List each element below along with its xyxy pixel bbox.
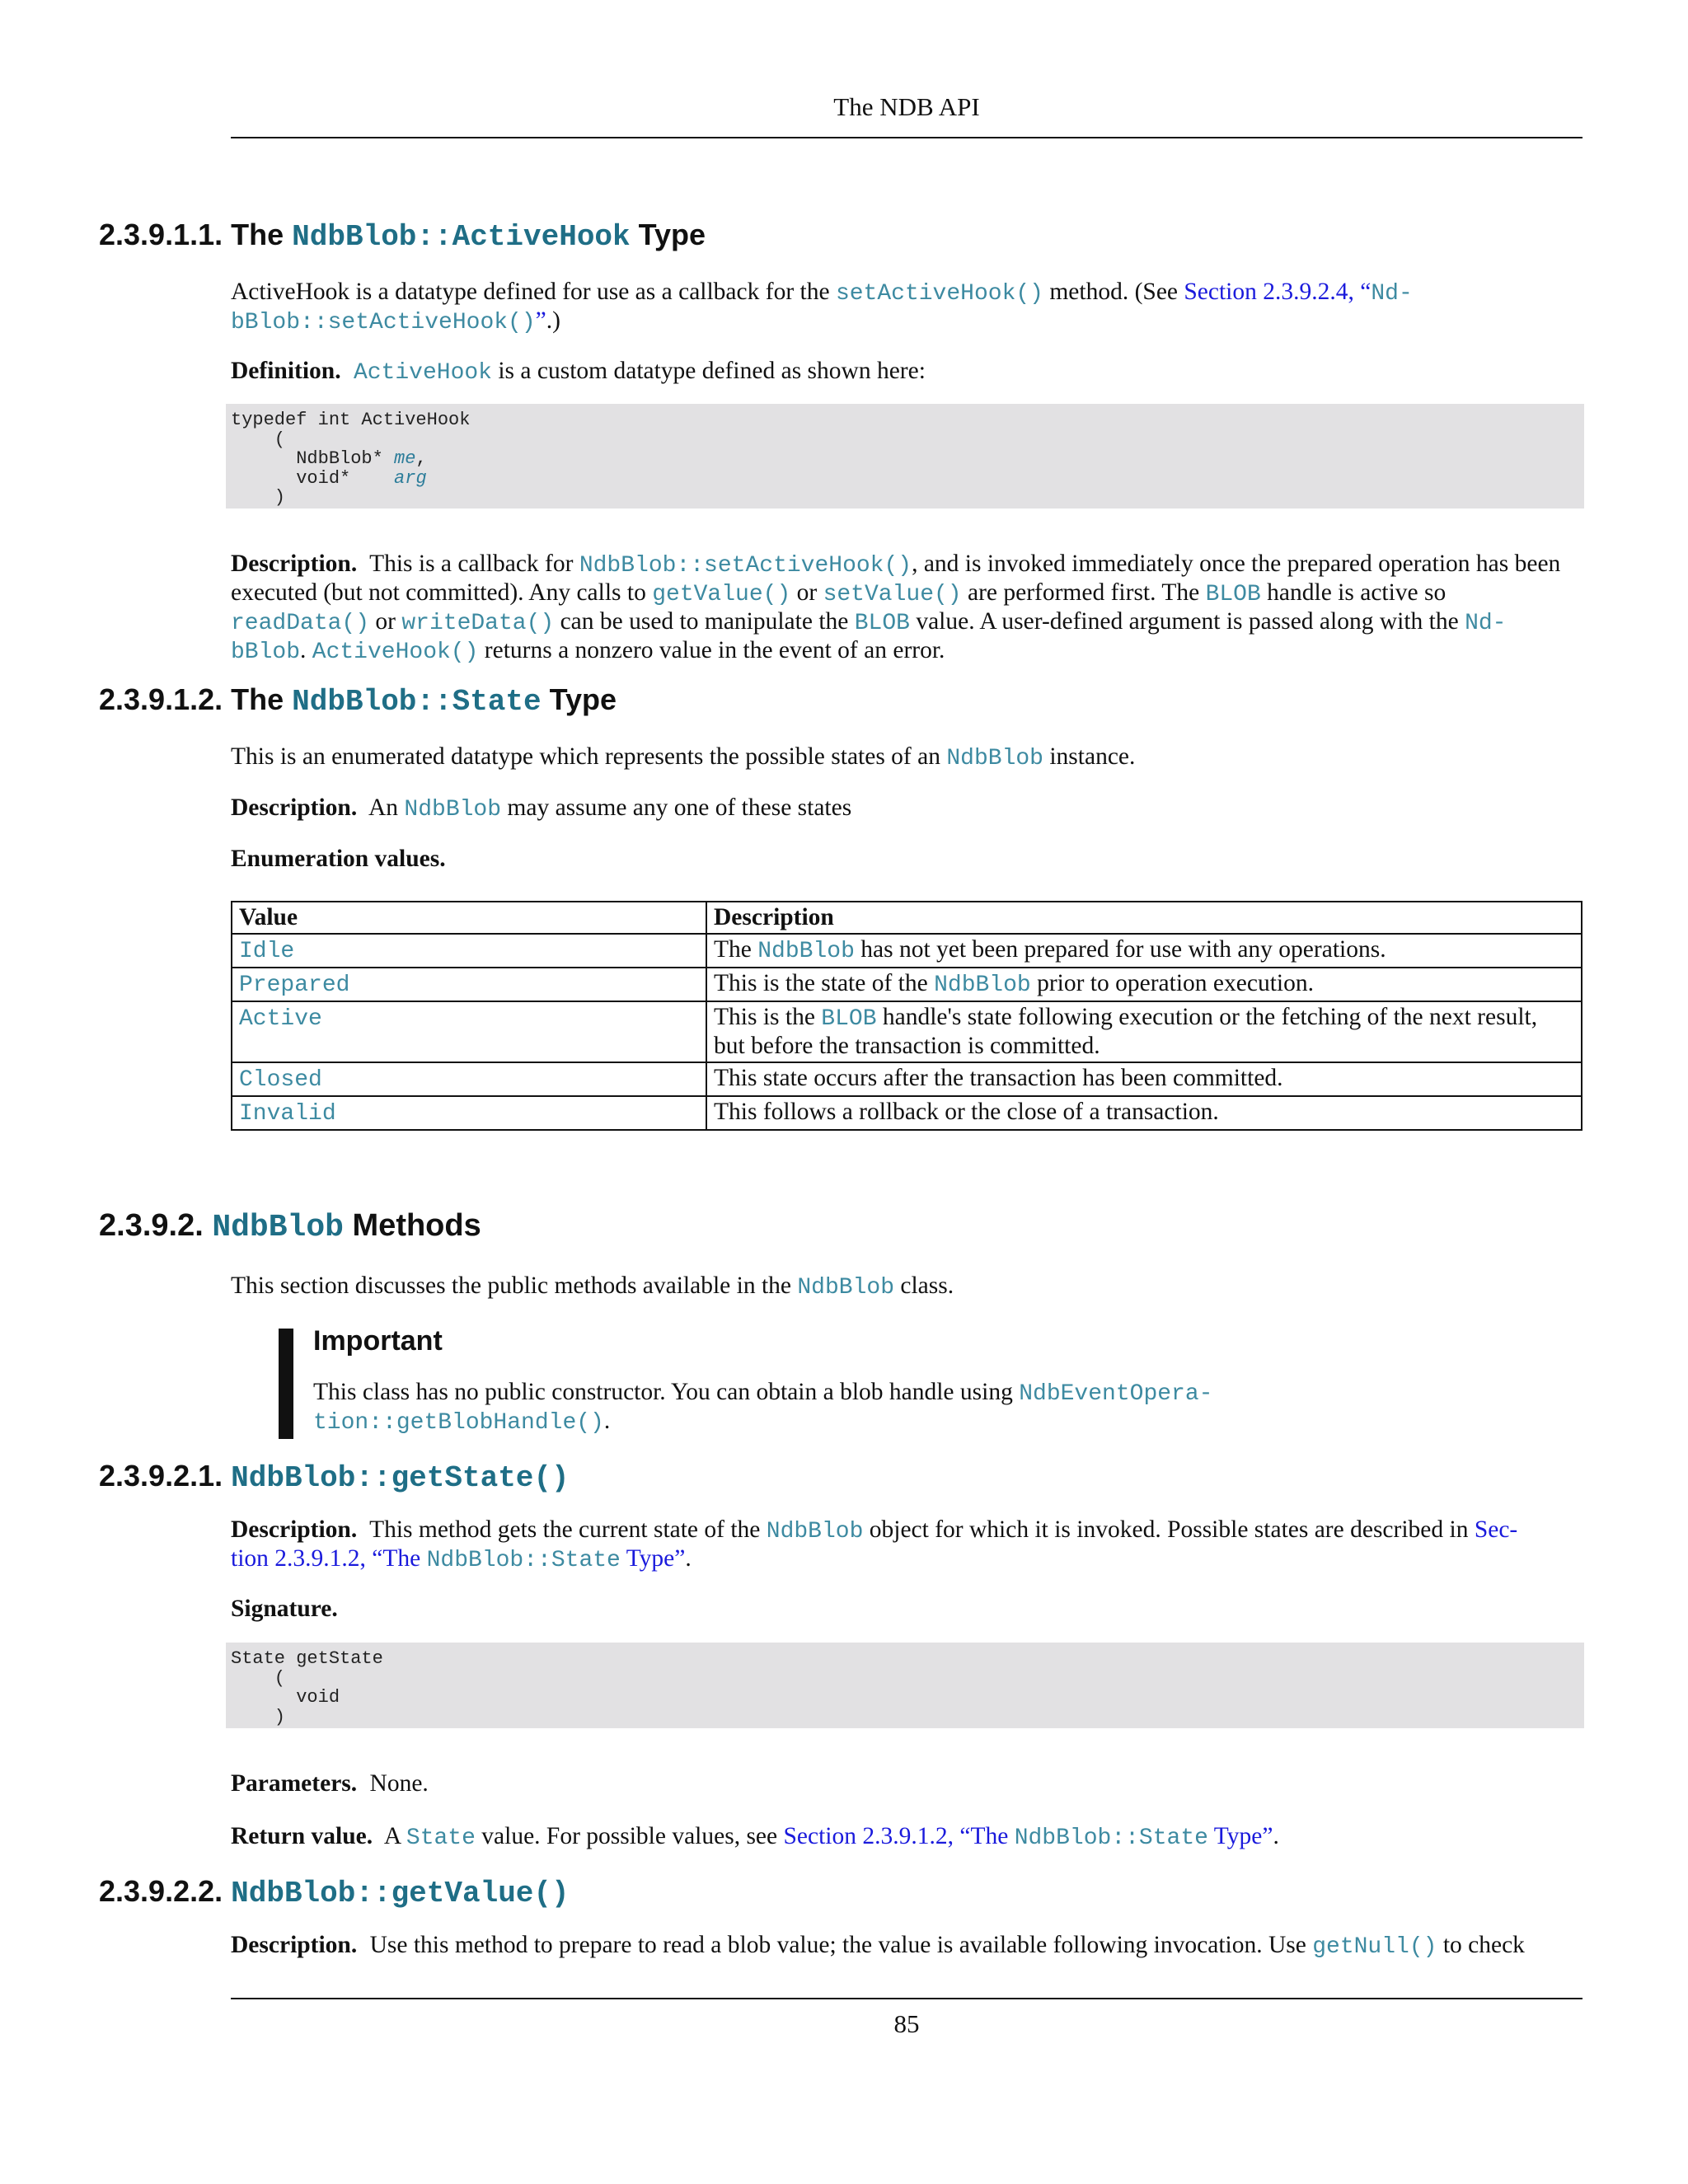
table-row [232, 1062, 1582, 1096]
table-row [232, 934, 1582, 968]
footer-rule [231, 1998, 1582, 1999]
enum-description: This follows a rollback or the close of a transaction. [706, 1096, 1582, 1130]
getvalue-description: Description. Use this method to prepare to read a blob value; the value is available following invocation. Use getNull() to check [231, 1932, 1525, 1960]
getstate-return-value: Return value. A State value. For possible values, see Section 2.3.9.1.2, “The NdbBlob::State Type”. [231, 1823, 1279, 1851]
getstate-signature-label: Signature. [231, 1596, 338, 1622]
activehook-definition: Definition. ActiveHook is a custom datatype defined as shown here: [231, 358, 926, 386]
activehook-intro: ActiveHook is a datatype defined for use as a callback for the setActiveHook() method. (See Section 2.3.9.2.4, “Nd- bBlob::setActiveHook()”.) [231, 279, 1413, 335]
column-header-value: Value [232, 902, 706, 934]
column-header-description: Description [706, 902, 1582, 934]
enum-value: Invalid [239, 1101, 336, 1127]
getstate-parameters: Parameters. None. [231, 1770, 429, 1797]
heading-ndbblob-methods: 2.3.9.2. NdbBlob Methods [99, 1208, 481, 1245]
link-section-2-3-9-1-2-return[interactable]: Section 2.3.9.1.2, “The NdbBlob::State Type” [783, 1823, 1273, 1851]
link-section-2-3-9-1-2[interactable]: Sec- tion 2.3.9.1.2, “The NdbBlob::State Type” [231, 1516, 1518, 1573]
enum-value: Active [239, 1006, 322, 1032]
table-header-row [232, 902, 1582, 934]
activehook-code-block: typedef int ActiveHook ( NdbBlob* me, void* arg ) [226, 404, 1584, 509]
enum-description: This is the BLOB handle's state following execution or the fetching of the next result, but before the transaction is committed. [706, 1001, 1582, 1062]
activehook-description: Description. This is a callback for NdbBlob::setActiveHook(), and is invoked immediately once the prepared operation has been executed (but not committed). Any calls to getValue() or setValue() are performed first. The BLOB handle is active so readData() or writeData() can be used to manipulate the BLOB value. A user-defined argument is passed along with the Nd- bBlob. ActiveHook() returns a nonzero value in the event of an error. [231, 551, 1561, 665]
enum-description: This state occurs after the transaction has been committed. [706, 1062, 1582, 1096]
heading-state-type: 2.3.9.1.2. The NdbBlob::State Type [99, 682, 617, 719]
methods-intro: This section discusses the public methods available in the NdbBlob class. [231, 1272, 954, 1301]
table-row [232, 1096, 1582, 1130]
running-header: The NDB API [833, 92, 980, 121]
state-intro: This is an enumerated datatype which represents the possible states of an NdbBlob instance. [231, 743, 1136, 771]
enumeration-values-label: Enumeration values. [231, 846, 446, 872]
enum-value: Prepared [239, 972, 350, 998]
heading-activehook-type: 2.3.9.1.1. The NdbBlob::ActiveHook Type [99, 218, 706, 254]
important-title: Important [313, 1325, 443, 1357]
page-number: 85 [893, 2009, 920, 2038]
table-row [232, 1001, 1582, 1062]
getstate-code-block: State getState ( void ) [226, 1643, 1584, 1728]
enum-value: Idle [239, 939, 295, 964]
important-text: This class has no public constructor. You can obtain a blob handle using NdbEventOpera- tion::getBlobHandle(). [313, 1379, 1213, 1436]
heading-getvalue: 2.3.9.2.2. NdbBlob::getValue() [99, 1874, 570, 1910]
header-rule [231, 137, 1582, 138]
important-bar [279, 1329, 293, 1439]
table-row [232, 968, 1582, 1001]
enum-value: Closed [239, 1067, 322, 1093]
getstate-description: Description. This method gets the current state of the NdbBlob object for which it is invoked. Possible states are described in Sec- tion 2.3.9.1.2, “The NdbBlob::State Type”. [231, 1516, 1518, 1573]
link-section-2-3-9-2-4[interactable]: Section 2.3.9.2.4, “Nd- bBlob::setActiveHook()” [231, 279, 1413, 335]
enum-description: The NdbBlob has not yet been prepared for use with any operations. [706, 934, 1582, 968]
state-enumeration-table [231, 901, 1582, 1131]
heading-getstate: 2.3.9.2.1. NdbBlob::getState() [99, 1459, 570, 1495]
state-description: Description. An NdbBlob may assume any one of these states [231, 794, 852, 823]
enum-description: This is the state of the NdbBlob prior to operation execution. [706, 968, 1582, 1001]
